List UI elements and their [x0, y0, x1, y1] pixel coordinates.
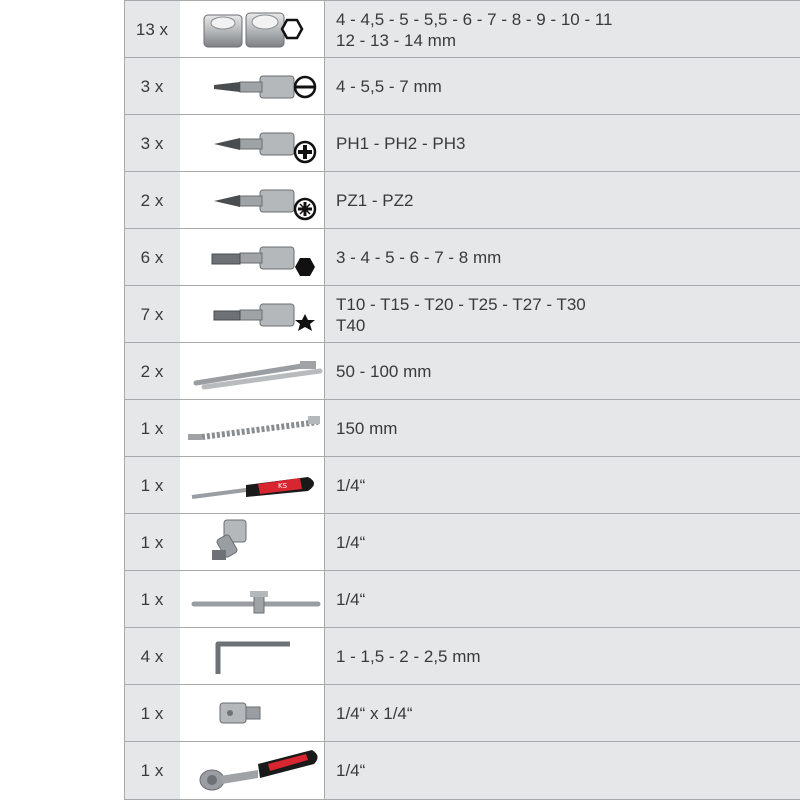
row-divider	[124, 570, 800, 571]
description-line: 4 - 4,5 - 5 - 5,5 - 6 - 7 - 8 - 9 - 10 - 11	[336, 9, 613, 29]
row-divider	[124, 228, 800, 229]
slotted-bit-socket-icon	[180, 58, 324, 115]
description-cell	[324, 685, 800, 742]
quantity-cell	[124, 343, 180, 400]
description-line: 50 - 100 mm	[336, 362, 432, 381]
pozidriv-bit-socket-icon	[180, 172, 324, 229]
description-cell	[324, 286, 800, 343]
flexible-extension-icon	[180, 400, 324, 457]
tool-image-cell	[180, 400, 324, 457]
description-line: 12 - 13 - 14 mm	[336, 30, 456, 50]
table-row	[124, 457, 800, 514]
quantity-text: 3 x	[140, 133, 164, 153]
quantity-text: 7 x	[140, 304, 164, 324]
tool-image-cell	[180, 115, 324, 172]
quantity-cell	[124, 115, 180, 172]
table-row	[124, 229, 800, 286]
tool-image-cell	[180, 457, 324, 514]
quantity-cell	[124, 571, 180, 628]
description-cell	[324, 742, 800, 799]
tool-image-cell	[180, 58, 324, 115]
description-line: 1/4“ x 1/4“	[336, 704, 413, 723]
hex-key-icon	[180, 628, 324, 685]
description-line: PZ1 - PZ2	[336, 191, 414, 210]
quantity-cell	[124, 400, 180, 457]
extension-bar-icon	[180, 343, 324, 400]
quantity-cell	[124, 286, 180, 343]
quantity-cell	[124, 457, 180, 514]
tool-set-table	[124, 0, 800, 800]
row-divider	[124, 285, 800, 286]
tool-image-cell	[180, 742, 324, 799]
quantity-cell	[124, 58, 180, 115]
table-row	[124, 628, 800, 685]
tool-image-cell	[180, 514, 324, 571]
phillips-bit-socket-icon	[180, 115, 324, 172]
quantity-cell	[124, 742, 180, 799]
quantity-cell	[124, 172, 180, 229]
table-row	[124, 514, 800, 571]
quantity-text: 3 x	[140, 76, 164, 96]
quantity-text: 1 x	[140, 475, 164, 495]
tool-image-cell	[180, 229, 324, 286]
description-cell	[324, 571, 800, 628]
screwdriver-handle-icon	[180, 457, 324, 514]
row-divider	[124, 456, 800, 457]
description-line: 1 - 1,5 - 2 - 2,5 mm	[336, 647, 481, 666]
tool-image-cell	[180, 571, 324, 628]
tool-image-cell	[180, 628, 324, 685]
table-row	[124, 400, 800, 457]
description-line: 1/4“	[336, 590, 366, 609]
quantity-text: 13 x	[135, 19, 169, 39]
hex-socket-icon	[180, 1, 324, 58]
description-line: T40	[336, 315, 366, 335]
t-handle-icon	[180, 571, 324, 628]
quantity-cell	[124, 1, 180, 58]
table-row	[124, 1, 800, 58]
table-row	[124, 685, 800, 742]
row-divider	[124, 627, 800, 628]
torx-bit-socket-icon	[180, 286, 324, 343]
row-divider	[124, 342, 800, 343]
description-line: 1/4“	[336, 533, 366, 552]
description-cell	[324, 628, 800, 685]
description-cell	[324, 1, 800, 58]
description-cell	[324, 172, 800, 229]
tool-image-cell	[180, 1, 324, 58]
description-line: PH1 - PH2 - PH3	[336, 134, 466, 153]
column-divider	[124, 0, 125, 800]
description-line: 4 - 5,5 - 7 mm	[336, 77, 442, 96]
quantity-cell	[124, 685, 180, 742]
quantity-cell	[124, 229, 180, 286]
table-row	[124, 115, 800, 172]
row-divider	[124, 399, 800, 400]
description-line: T10 - T15 - T20 - T25 - T27 - T30	[336, 294, 586, 314]
row-divider	[124, 684, 800, 685]
row-divider	[124, 513, 800, 514]
table-row	[124, 172, 800, 229]
description-line: 1/4“	[336, 476, 366, 495]
description-cell	[324, 343, 800, 400]
quantity-text: 1 x	[140, 532, 164, 552]
table-row	[124, 742, 800, 799]
description-cell	[324, 514, 800, 571]
description-cell	[324, 58, 800, 115]
row-divider	[124, 57, 800, 58]
quantity-cell	[124, 628, 180, 685]
quantity-text: 1 x	[140, 589, 164, 609]
tool-image-cell	[180, 685, 324, 742]
table-row	[124, 571, 800, 628]
hex-bit-socket-icon	[180, 229, 324, 286]
quantity-text: 1 x	[140, 703, 164, 723]
row-divider	[124, 0, 800, 1]
quantity-text: 6 x	[140, 247, 164, 267]
universal-joint-icon	[180, 514, 324, 571]
ratchet-icon	[180, 742, 324, 799]
row-divider	[124, 741, 800, 742]
quantity-cell	[124, 514, 180, 571]
quantity-text: 2 x	[140, 361, 164, 381]
row-divider	[124, 114, 800, 115]
quantity-text: 4 x	[140, 646, 164, 666]
svg-text:KS: KS	[278, 482, 288, 490]
description-line: 1/4“	[336, 761, 366, 780]
quantity-text: 2 x	[140, 190, 164, 210]
description-line: 150 mm	[336, 419, 398, 438]
description-cell	[324, 400, 800, 457]
description-cell	[324, 115, 800, 172]
table-row	[124, 343, 800, 400]
description-cell	[324, 229, 800, 286]
tool-image-cell	[180, 172, 324, 229]
description-cell	[324, 457, 800, 514]
tool-image-cell	[180, 286, 324, 343]
quantity-text: 1 x	[140, 760, 164, 780]
table-row	[124, 286, 800, 343]
description-line: 3 - 4 - 5 - 6 - 7 - 8 mm	[336, 248, 502, 267]
row-divider	[124, 171, 800, 172]
adapter-icon	[180, 685, 324, 742]
tool-image-cell	[180, 343, 324, 400]
column-divider	[324, 0, 325, 800]
quantity-text: 1 x	[140, 418, 164, 438]
table-row	[124, 58, 800, 115]
